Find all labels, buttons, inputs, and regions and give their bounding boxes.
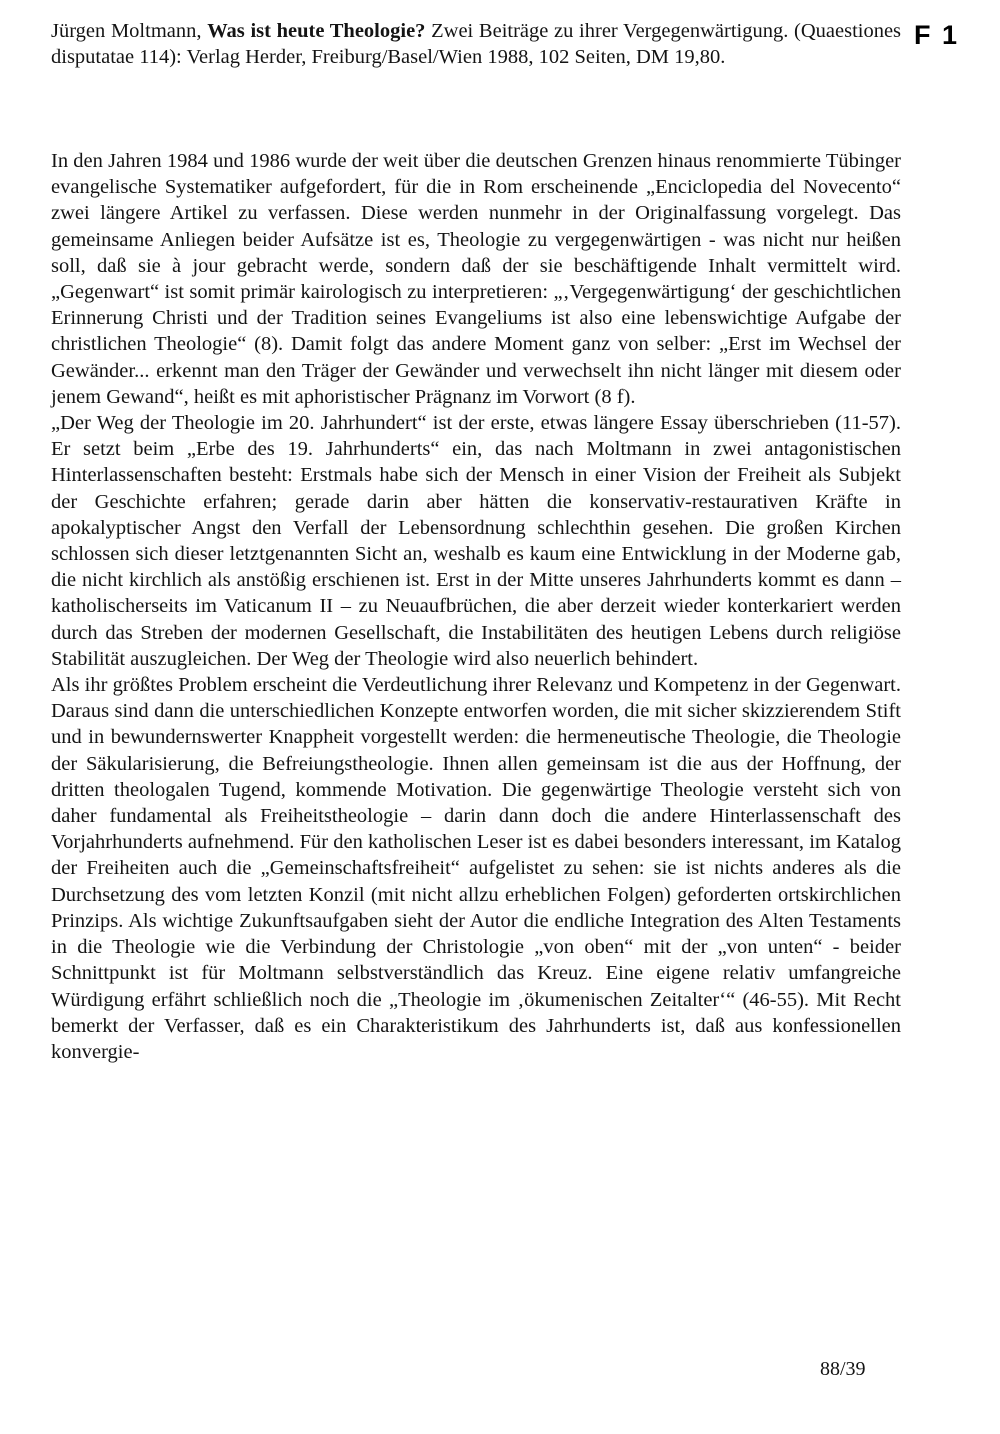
- author-name: Jürgen Moltmann,: [51, 20, 202, 42]
- paragraph-3: Als ihr größtes Problem erscheint die Verdeutlichung ihrer Relevanz und Kompetenz in der Gegenwart. Daraus sind dann die unterschiedlichen Konzepte entworfen worden, die mit sicher skizzierendem Stift und in bewundernswerter Knappheit vorgestellt werden: die hermeneutische Theologie, die Theologie der Säkularisierung, die Befreiungstheologie. Ihnen allen gemeinsam ist die aus der Hoffnung, der dritten theologalen Tugend, kommende Motivation. Die gegenwärtige Theologie versteht sich von daher fundamental als Freiheitstheologie – darin dann doch die andere Hinterlassenschaft des Vorjahrhunderts aufnehmend. Für den katholischen Leser ist es dabei besonders interessant, im Katalog der Freiheiten auch die „Gemeinschaftsfreiheit“ aufgelistet zu sehen: sie ist nichts anderes als die Durchsetzung des vom letzten Konzil (mit nicht allzu erheblichen Folgen) geforderten ortskirchlichen Prinzips. Als wichtige Zukunftsaufgaben sieht der Autor die endliche Integration des Alten Testaments in die Theologie wie die Verbindung der Christologie „von oben“ mit der „von unten“ - beider Schnittpunkt ist für Moltmann selbstverständlich das Kreuz. Eine eigene relativ umfangreiche Würdigung erfährt schließlich noch die „Theologie im ‚ökumenischen Zeitalter‘“ (46-55). Mit Recht bemerkt der Verfasser, daß es ein Charakteristikum des Jahrhunderts ist, daß aus konfessionellen konvergie-: [51, 674, 901, 1063]
- publication-details: Zwei Beiträge zu ihrer Vergegenwärtigung. (Quaestiones disputatae 114): Verlag Herder, Freiburg/Basel/Wien 1988, 102 Seiten, DM 19,80.: [51, 20, 902, 68]
- paragraph-1: In den Jahren 1984 und 1986 wurde der weit über die deutschen Grenzen hinaus renommierte Tübinger evangelische Systematiker aufgefordert, für die in Rom erscheinende „Enciclopedia del Novecento“ zwei längere Artikel zu verfassen. Diese werden nunmehr in der Originalfassung vorgelegt. Das gemeinsame Anliegen beider Aufsätze ist es, Theologie zu vergegenwärtigen - was nicht nur heißen soll, daß sie à jour gebracht werde, sondern daß der sie beschäftigende Inhalt vermittelt wird. „Gegenwart“ ist somit primär kairologisch zu interpretieren: „‚Vergegenwärtigung‘ der geschichtlichen Erinnerung Christi und der Tradition seines Evangeliums ist also eine lebenswichtige Aufgabe der christlichen Theologie“ (8). Damit folgt das andere Moment ganz von selber: „Erst im Wechsel der Gewänder... erkennt man den Träger der Gewänder und verwechselt ihn nicht länger mit diesem oder jenem Gewand“, heißt es mit aphoristischer Prägnanz im Vorwort (8 f).: [51, 150, 901, 408]
- section-tag: F 1: [914, 20, 960, 50]
- paragraph-2: „Der Weg der Theologie im 20. Jahrhundert“ ist der erste, etwas längere Essay überschrieben (11-57). Er setzt beim „Erbe des 19. Jahrhunderts“ ein, das nach Moltmann in zwei antagonistischen Hinterlassenschaften besteht: Erstmals habe sich der Mensch in einer Vision der Freiheit als Subjekt der Geschichte erfahren; gerade darin aber hätten die konservativ-restaurativen Kräfte in apokalyptischer Angst den Verfall der Lebensordnung schlechthin gesehen. Die großen Kirchen schlossen sich dieser letztgenannten Sicht an, weshalb es kaum eine Entwicklung in der Moderne gab, die nicht kirchlich als anstößig erschienen ist. Erst in der Mitte unseres Jahrhunderts kommt es dann – katholischerseits im Vaticanum II – zu Neuaufbrüchen, die aber derzeit wieder konterkariert werden durch das Streben der modernen Gesellschaft, die Instabilitäten des heutigen Lebens durch religiöse Stabilität auszugleichen. Der Weg der Theologie wird also neuerlich behindert.: [51, 412, 901, 670]
- page-number: 88/39: [820, 1358, 866, 1380]
- bibliographic-header: [51, 18, 901, 70]
- book-title: Was ist heute Theologie?: [207, 20, 426, 42]
- review-body: [51, 148, 901, 1065]
